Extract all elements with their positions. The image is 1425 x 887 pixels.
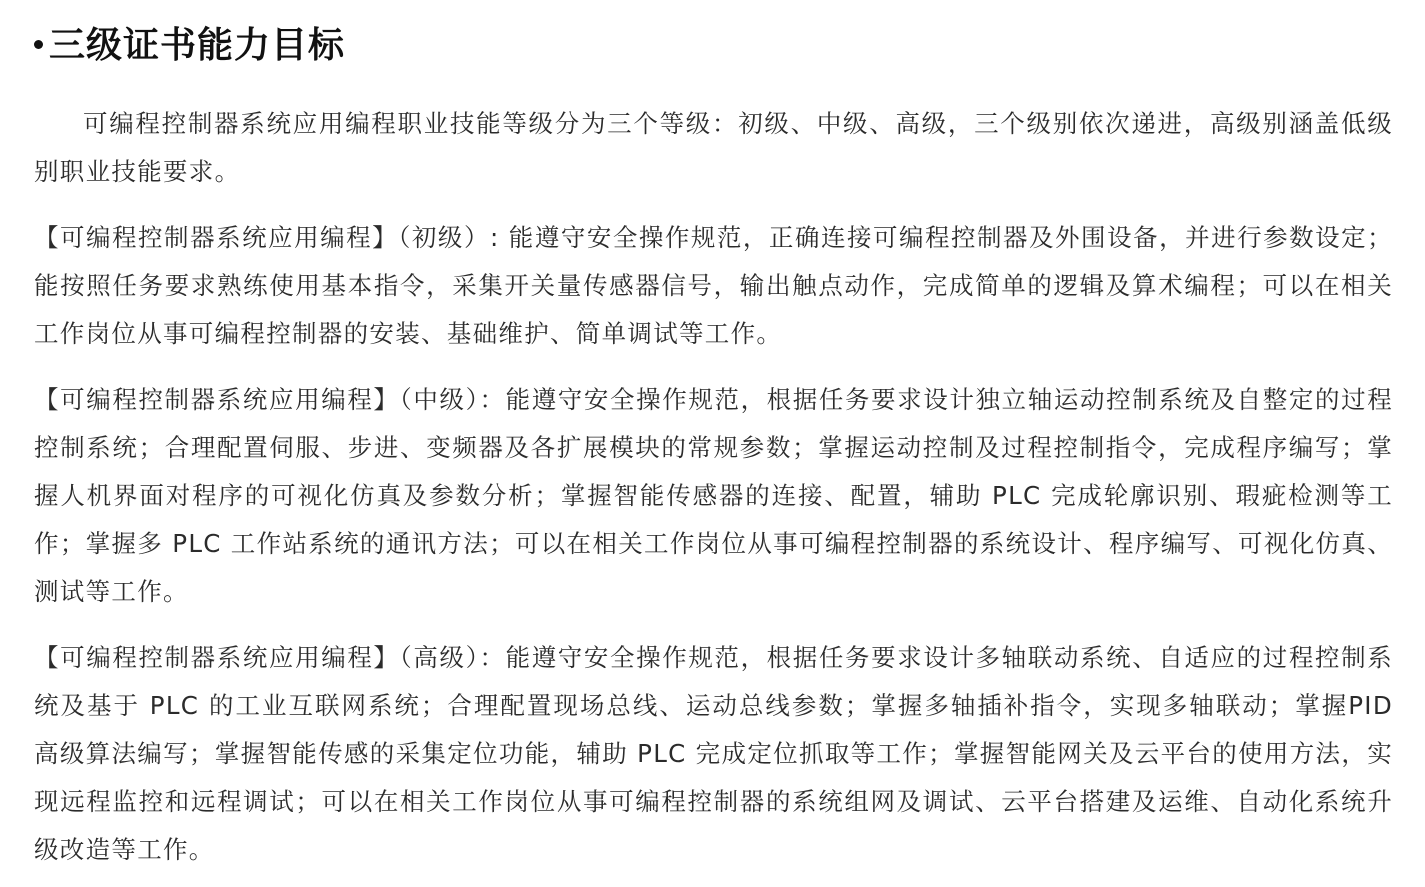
section-title: 三级证书能力目标 <box>49 24 346 66</box>
level-intermediate-paragraph: 【可编程控制器系统应用编程】（中级）：能遵守安全操作规范，根据任务要求设计独立轴运动控制系统及自整定的过程控制系统；合理配置伺服、步进、变频器及各扩展模块的常规参数；掌握运动控制及过程控制指令，完成程序编写；掌握人机界面对程序的可视化仿真及参数分析；掌握智能传感器的连接、配置，辅助 PLC 完成轮廓识别、瑕疵检测等工作；掌握多 PLC 工作站系统的通讯方法；可以在相关工作岗位从事可编程控制器的系统设计、程序编写、可视化仿真、测试等工作。 <box>34 385 1393 606</box>
bullet-icon <box>34 40 43 49</box>
intro-paragraph: 可编程控制器系统应用编程职业技能等级分为三个等级：初级、中级、高级，三个级别依次递进，高级别涵盖低级别职业技能要求。 <box>34 109 1393 186</box>
level-senior-paragraph: 【可编程控制器系统应用编程】（高级）：能遵守安全操作规范，根据任务要求设计多轴联动系统、自适应的过程控制系统及基于 PLC 的工业互联网系统；合理配置现场总线、运动总线参数；掌握多轴插补指令，实现多轴联动；掌握PID 高级算法编写；掌握智能传感的采集定位功能，辅助 PLC 完成定位抓取等工作；掌握智能网关及云平台的使用方法，实现远程监控和远程调试；可以在相关工作岗位从事可编程控制器的系统组网及调试、云平台搭建及运维、自动化系统升级改造等工作。 <box>34 643 1393 864</box>
level-junior-paragraph: 【可编程控制器系统应用编程】（初级）: 能遵守安全操作规范，正确连接可编程控制器及外围设备，并进行参数设定；能按照任务要求熟练使用基本指令，采集开关量传感器信号，输出触点动作，完成简单的逻辑及算术编程；可以在相关工作岗位从事可编程控制器的安装、基础维护、简单调试等工作。 <box>34 223 1393 348</box>
section-heading <box>34 14 1393 70</box>
